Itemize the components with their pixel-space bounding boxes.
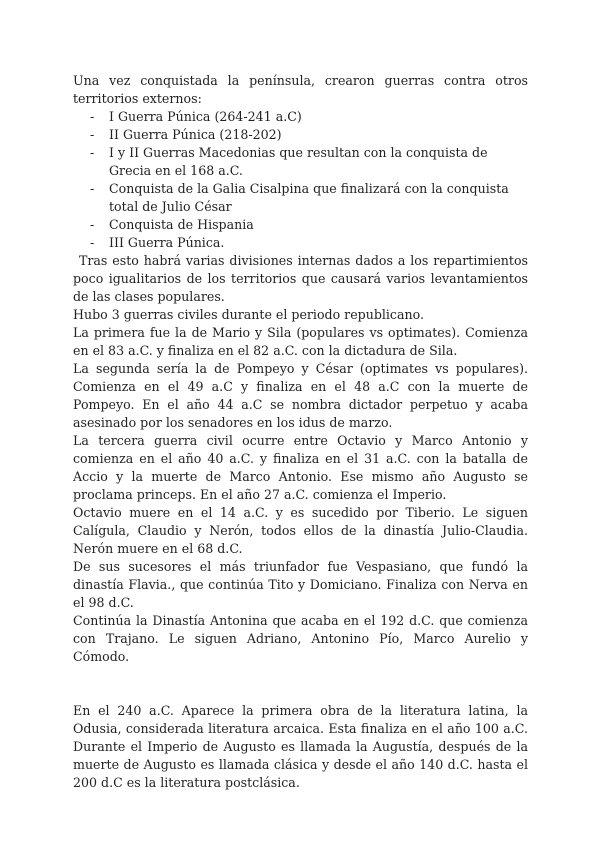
list-dash: - <box>90 235 95 250</box>
list-item: - I Guerra Púnica (264-241 a.C) <box>90 109 302 124</box>
list-dash: - <box>90 217 95 232</box>
paragraph-first-war: La primera fue la de Mario y Sila (populares vs optimates). Comienza en el 83 a.C. y finaliza en el 82 a.C. con la dictadura de Sila. <box>73 325 528 358</box>
paragraph-flavia: De sus sucesores el más triunfador fue Vespasiano, que fundó la dinastía Flavia., que continúa Tito y Domiciano. Finaliza con Nerva en el 98 d.C. <box>73 559 528 610</box>
list-item: - Conquista de Hispania <box>90 217 254 232</box>
paragraph-third-war: La tercera guerra civil ocurre entre Octavio y Marco Antonio y comienza en el año 40 a.C. y finaliza en el 31 a.C. con la batalla de Accio y la muerte de Marco Antonio. Ese mismo año Augusto se proclama princeps. En el año 27 a.C. comienza el Imperio. <box>73 433 528 502</box>
list-item: - Conquista de la Galia Cisalpina que finalizará con la conquista total de Julio César <box>90 181 509 214</box>
list-dash: - <box>90 127 95 142</box>
paragraph-literature: En el 240 a.C. Aparece la primera obra de la literatura latina, la Odusia, considerada literatura arcaica. Esta finaliza en el año 100 a.C. Durante el Imperio de Augusto es llamada la Augustía, después de la muerte de Augusto es llamada clásica y desde el año 140 d.C. hasta el 200 d.C es la literatura postclásica. <box>73 703 528 790</box>
document-body <box>73 72 528 792</box>
section-gap <box>73 666 528 702</box>
paragraph-octavio: Octavio muere en el 14 a.C. y es sucedido por Tiberio. Le siguen Calígula, Claudio y Nerón, todos ellos de la dinastía Julio-Claudia. Nerón muere en el 68 d.C. <box>73 505 528 556</box>
paragraph-internal-divisions: Tras esto habrá varias divisiones internas dados a los repartimientos poco igualitarios de los territorios que causará varios levantamientos de las clases populares. <box>73 253 528 304</box>
intro-paragraph: Una vez conquistada la península, crearon guerras contra otros territorios externos: <box>73 73 528 106</box>
paragraph-antonina: Continúa la Dinastía Antonina que acaba en el 192 d.C. que comienza con Trajano. Le siguen Adriano, Antonino Pío, Marco Aurelio y Cómodo. <box>73 613 528 664</box>
list-item: - I y II Guerras Macedonias que resultan con la conquista de Grecia en el 168 a.C. <box>90 145 488 178</box>
wars-list <box>73 108 528 252</box>
list-dash: - <box>90 145 95 160</box>
paragraph-second-war: La segunda sería la de Pompeyo y César (optimates vs populares). Comienza en el 49 a.C y finaliza en el 48 a.C con la muerte de Pompeyo. En el año 44 a.C se nombra dictador perpetuo y acaba asesinado por los senadores en los idus de marzo. <box>73 361 528 430</box>
list-dash: - <box>90 109 95 124</box>
list-item: - II Guerra Púnica (218-202) <box>90 127 282 142</box>
paragraph-civil-wars: Hubo 3 guerras civiles durante el periodo republicano. <box>73 307 424 322</box>
list-item: - III Guerra Púnica. <box>90 235 225 250</box>
list-dash: - <box>90 181 95 196</box>
